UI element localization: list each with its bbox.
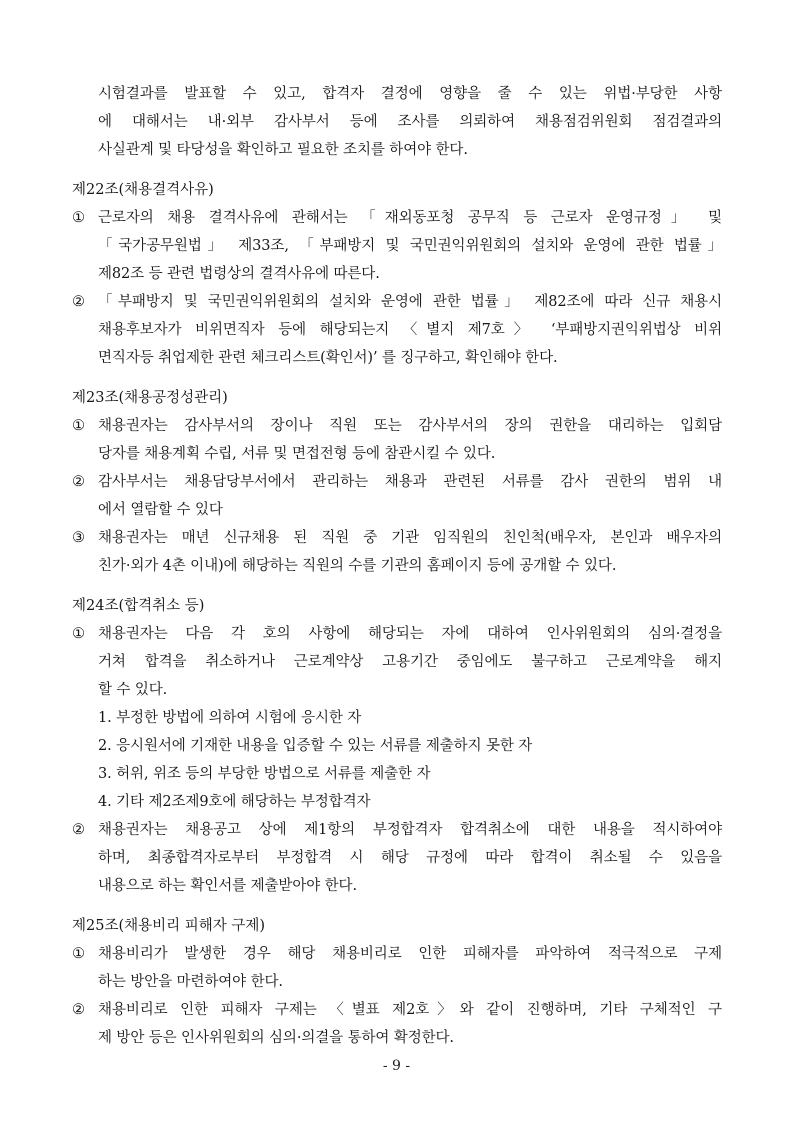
item-number-marker: ② — [72, 822, 85, 838]
article-item — [72, 940, 722, 996]
sub-item-line: 1. 부정한 방법에 의하여 시험에 응시한 자 — [98, 710, 362, 726]
item-number-marker: ② — [72, 1002, 85, 1018]
article-item — [72, 468, 722, 524]
text-line: 거쳐 합격을 취소하거나 근로계약상 고용기간 중임에도 불구하고 근로계약을 해지 — [98, 654, 722, 670]
article-heading: 제25조(채용비리 피해자 구제) — [72, 918, 266, 934]
text-line: 채용권자는 다음 각 호의 사항에 해당되는 자에 대하여 인사위원회의 심의·결정을 — [98, 626, 722, 642]
article-item — [72, 412, 722, 468]
page-footer — [0, 1056, 793, 1076]
text-line: 채용권자는 감사부서의 장이나 직원 또는 감사부서의 장의 권한을 대리하는 입회담 — [98, 418, 722, 434]
text-line: 하는 방안을 마련하여야 한다. — [98, 974, 283, 990]
item-number-marker: ③ — [72, 530, 85, 546]
text-line: 에 대해서는 내·외부 감사부서 등에 조사를 의뢰하여 채용점검위원회 점검결과의 — [98, 114, 722, 130]
item-number-marker: ① — [72, 418, 85, 434]
text-line: 면직자등 취업제한 관련 체크리스트(확인서)’ 를 징구하고, 확인해야 한다. — [98, 350, 558, 366]
article-item — [72, 204, 722, 288]
text-line: 채용후보자가 비위면직자 등에 해당되는지 〈별지 제7호〉 ‘부패방지권익위법상 비위 — [98, 322, 722, 338]
item-number-marker: ② — [72, 474, 85, 490]
text-line: 「부패방지 및 국민권익위원회의 설치와 운영에 관한 법률」 제82조에 따라 신규 채용시 — [98, 294, 722, 310]
article-item — [72, 524, 722, 580]
sub-item-line: 3. 허위, 위조 등의 부당한 방법으로 서류를 제출한 자 — [98, 766, 431, 782]
article-item — [72, 288, 722, 372]
text-line: 내용으로 하는 확인서를 제출받아야 한다. — [98, 878, 357, 894]
article-heading: 제22조(채용결격사유) — [72, 182, 214, 198]
page-number: - 9 - — [382, 1058, 411, 1074]
text-line: 할 수 있다. — [98, 682, 168, 698]
text-line: 친가·외가 4촌 이내)에 해당하는 직원의 수를 기관의 홈페이지 등에 공개할 수 있다. — [98, 558, 617, 574]
text-line: 제 방안 등은 인사위원회의 심의·의결을 통하여 확정한다. — [98, 1030, 454, 1046]
item-number-marker: ① — [72, 946, 85, 962]
text-line: 채용비리로 인한 피해자 구제는 〈별표 제2호〉와 같이 진행하며, 기타 구체적인 구 — [98, 1002, 722, 1018]
text-line: 사실관계 및 타당성을 확인하고 필요한 조치를 하여야 한다. — [98, 142, 468, 158]
text-line: 제82조 등 관련 법령상의 결격사유에 따른다. — [98, 266, 380, 282]
article-heading: 제23조(채용공정성관리) — [72, 390, 228, 406]
item-number-marker: ① — [72, 210, 85, 226]
text-line: 채용비리가 발생한 경우 해당 채용비리로 인한 피해자를 파악하여 적극적으로 구제 — [98, 946, 722, 962]
sub-item-line: 4. 기타 제2조제9호에 해당하는 부정합격자 — [98, 794, 371, 810]
text-line: 채용권자는 채용공고 상에 제1항의 부정합격자 합격취소에 대한 내용을 적시하여야 — [98, 822, 722, 838]
text-line: 당자를 채용계획 수립, 서류 및 면접전형 등에 참관시킬 수 있다. — [98, 446, 496, 462]
paragraph-continuation — [72, 80, 722, 164]
text-line: 에서 열람할 수 있다 — [98, 502, 223, 518]
text-line: 하며, 최종합격자로부터 부정합격 시 해당 규정에 따라 합격이 취소될 수 있음을 — [98, 850, 722, 866]
text-line: 근로자의 채용 결격사유에 관해서는 「재외동포청 공무직 등 근로자 운영규정」 및 — [98, 210, 722, 226]
item-number-marker: ① — [72, 626, 85, 642]
text-line: 채용권자는 매년 신규채용 된 직원 중 기관 임직원의 친인척(배우자, 본인과 배우자의 — [98, 530, 722, 546]
text-line: 「국가공무원법」 제33조, 「부패방지 및 국민권익위원회의 설치와 운영에 관한 법률」 — [98, 238, 722, 254]
document-body — [72, 80, 722, 1052]
text-line: 감사부서는 채용담당부서에서 관리하는 채용과 관련된 서류를 감사 권한의 범위 내 — [98, 474, 722, 490]
text-line: 시험결과를 발표할 수 있고, 합격자 결정에 영향을 줄 수 있는 위법·부당한 사항 — [98, 86, 722, 102]
item-number-marker: ② — [72, 294, 85, 310]
article-item — [72, 620, 722, 816]
article-item — [72, 816, 722, 900]
article-heading: 제24조(합격취소 등) — [72, 598, 205, 614]
article-item — [72, 996, 722, 1052]
sub-item-line: 2. 응시원서에 기재한 내용을 입증할 수 있는 서류를 제출하지 못한 자 — [98, 738, 533, 754]
